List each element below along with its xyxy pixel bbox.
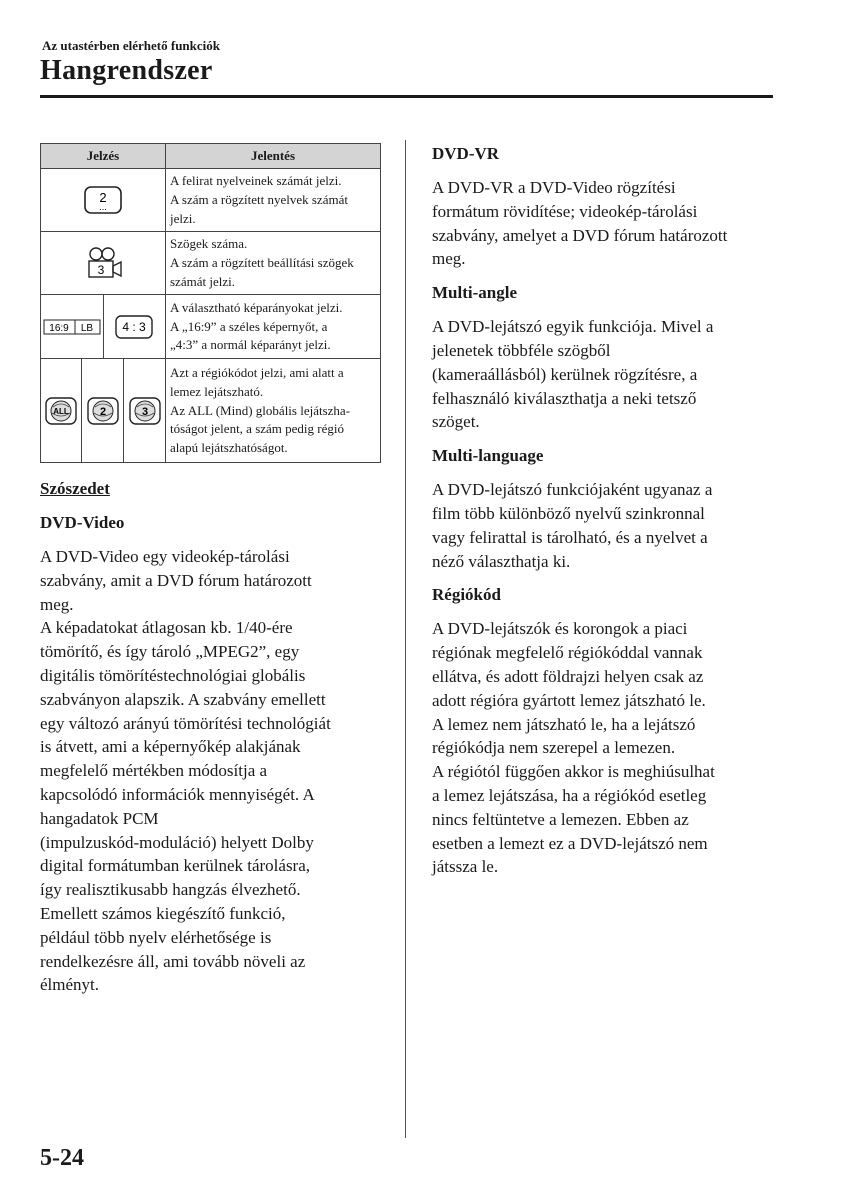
table-row xyxy=(41,232,381,295)
camera-angle-icon xyxy=(81,245,125,281)
text-line: A régiótól függően akkor is meghiúsulhat xyxy=(432,762,715,782)
desc-line: lemez lejátszható. xyxy=(170,383,264,399)
standard-ratio-icon xyxy=(115,315,153,339)
symbol-table xyxy=(40,143,381,463)
text-line: meg. xyxy=(432,249,466,269)
multi-angle-heading: Multi-angle xyxy=(432,283,517,303)
text-line: A DVD-lejátszó funkciójaként ugyanaz a xyxy=(432,480,713,500)
title-rule xyxy=(40,95,773,98)
table-header-meaning: Jelentés xyxy=(166,144,381,169)
text-line: rendelkezésre áll, ami tovább növeli az xyxy=(40,951,306,971)
text-line: esetben a lemezt ez a DVD-lejátszó nem xyxy=(432,833,708,853)
table-row xyxy=(41,359,381,463)
text-line: Emellett számos kiegészítő funkció, xyxy=(40,903,286,923)
standard-ratio-label: 4 : 3 xyxy=(122,319,146,334)
text-line: szabvány, amit a DVD fórum határozott xyxy=(40,570,312,590)
meaning-cell xyxy=(166,359,381,463)
desc-line: A felirat nyelveinek számát jelzi. xyxy=(170,173,342,189)
glossary-heading: Szószedet xyxy=(40,479,110,498)
table-row xyxy=(41,295,381,359)
right-column xyxy=(432,142,777,879)
text-line: digitális tömörítéstechnológiai globális xyxy=(40,665,306,685)
text-line: szabványon alapszik. A szabvány emellett xyxy=(40,689,326,709)
table-header-row xyxy=(41,144,381,169)
dvd-video-paragraph-1 xyxy=(40,545,380,616)
text-line: meg. xyxy=(40,594,74,614)
region-all-label: ALL xyxy=(53,406,69,416)
desc-line: A „16:9” a széles képernyőt, a xyxy=(170,318,328,334)
region-2-icon xyxy=(87,397,119,425)
subtitle-count-icon xyxy=(83,185,123,215)
text-line: régiókódja nem szerepel a lemezen. xyxy=(432,738,676,758)
multi-language-heading: Multi-language xyxy=(432,446,544,466)
text-line: formátum rövidítése; videokép-tárolási xyxy=(432,201,698,221)
meaning-cell xyxy=(166,295,381,359)
desc-line: tóságot jelent, a szám pedig régió xyxy=(170,421,345,437)
text-line: hangadatok PCM xyxy=(40,808,159,828)
text-line: A képadatokat átlagosan kb. 1/40-ére xyxy=(40,618,293,638)
region-all-icon xyxy=(45,397,77,425)
text-line: digital formátumban kerülnek tárolásra, xyxy=(40,856,311,876)
text-line: (impulzuskód-moduláció) helyett Dolby xyxy=(40,832,314,852)
text-line: jelenetek többféle szögből xyxy=(432,340,611,360)
text-line: nincs feltüntetve a lemezen. Ebben az xyxy=(432,809,689,829)
multi-angle-paragraph xyxy=(432,315,777,434)
widescreen-icon xyxy=(43,318,101,336)
text-line: A DVD-lejátszók és korongok a piaci xyxy=(432,619,688,639)
text-line: A lemez nem játszható le, ha a lejátszó xyxy=(432,714,696,734)
standard-ratio-cell xyxy=(104,295,164,358)
region-code-paragraph-1 xyxy=(432,617,777,760)
text-line: tömörítő, és így tároló „MPEG2”, egy xyxy=(40,642,300,662)
text-line: felhasználó kiválaszthatja a neki tetsző xyxy=(432,388,697,408)
region-3-icon xyxy=(129,397,161,425)
subtitle-count-number: 2 xyxy=(99,190,107,205)
dvd-vr-paragraph xyxy=(432,176,777,271)
table-row xyxy=(41,169,381,232)
text-line: vagy felirattal is tárolható, és a nyelvet a xyxy=(432,527,708,547)
desc-line: Szögek száma. xyxy=(170,236,248,252)
region-2-label: 2 xyxy=(99,405,106,418)
symbol-cell xyxy=(41,169,166,232)
page-number: 5-24 xyxy=(40,1145,84,1171)
left-column xyxy=(40,477,380,997)
widescreen-cell xyxy=(41,295,104,358)
text-line: (kameraállásból) kerülnek rögzítésre, a xyxy=(432,364,698,384)
multi-language-paragraph xyxy=(432,478,777,573)
svg-text:...: ... xyxy=(99,202,107,212)
region-2-cell xyxy=(82,359,124,462)
desc-line: alapú lejátszhatóságot. xyxy=(170,440,288,456)
column-divider xyxy=(405,140,406,1138)
desc-line: számát jelzi. xyxy=(170,273,235,289)
text-line: így realisztikusabb hangzás élvezhető. xyxy=(40,880,301,900)
text-line: régiónak megfelelő régiókóddal vannak xyxy=(432,643,703,663)
region-code-paragraph-2 xyxy=(432,760,777,879)
text-line: adott régióra gyártott lemez játszható le. xyxy=(432,690,706,710)
symbol-cell xyxy=(41,359,166,463)
text-line: szabvány, amelyet a DVD fórum határozott xyxy=(432,225,728,245)
section-label: Az utastérben elérhető funkciók xyxy=(42,38,221,53)
desc-line: Az ALL (Mind) globális lejátszha- xyxy=(170,402,351,418)
region-3-cell xyxy=(124,359,165,462)
text-line: A DVD-Video egy videokép-tárolási xyxy=(40,547,290,566)
meaning-cell xyxy=(166,232,381,295)
text-line: A DVD-lejátszó egyik funkciója. Mivel a xyxy=(432,317,714,337)
symbol-cell xyxy=(41,232,166,295)
dvd-video-paragraph-2 xyxy=(40,616,380,997)
text-line: a lemez lejátszása, ha a régiókód esetleg xyxy=(432,785,707,805)
region-all-cell xyxy=(41,359,82,462)
text-line: A DVD-VR a DVD-Video rögzítési xyxy=(432,178,676,197)
symbol-cell xyxy=(41,295,166,359)
text-line: film több különböző nyelvű szinkronnal xyxy=(432,503,705,523)
text-line: egy változó arányú tömörítési technológiát xyxy=(40,713,331,733)
meaning-cell xyxy=(166,169,381,232)
text-line: is átvett, ami a képernyőkép alakjának xyxy=(40,737,301,757)
text-line: néző választhatja ki. xyxy=(432,551,571,571)
desc-line: A szám a rögzített nyelvek számát xyxy=(170,192,348,208)
dvd-vr-heading: DVD-VR xyxy=(432,144,500,163)
text-line: például több nyelv elérhetősége is xyxy=(40,927,272,947)
desc-line: A szám a rögzített beállítási szögek xyxy=(170,255,354,271)
text-line: élményt. xyxy=(40,975,100,995)
text-line: kapcsolódó információk mennyiségét. A xyxy=(40,784,315,804)
desc-line: jelzi. xyxy=(170,210,196,226)
dvd-video-heading: DVD-Video xyxy=(40,513,125,532)
text-line: ellátva, és adott földrajzi helyen csak az xyxy=(432,666,704,686)
desc-line: A választható képarányokat jelzi. xyxy=(170,299,343,315)
region-code-heading: Régiókód xyxy=(432,585,501,605)
text-line: szöget. xyxy=(432,412,480,432)
page-title: Hangrendszer xyxy=(40,55,213,86)
table-header-symbol: Jelzés xyxy=(41,144,166,169)
region-3-label: 3 xyxy=(141,405,148,418)
widescreen-label: 16:9 xyxy=(49,322,69,334)
text-line: játssza le. xyxy=(432,857,499,877)
letterbox-label: LB xyxy=(80,322,94,334)
text-line: megfelelő mértékben módosítja a xyxy=(40,761,268,781)
camera-angle-number: 3 xyxy=(97,263,105,277)
desc-line: „4:3” a normál képarányt jelzi. xyxy=(170,337,331,353)
desc-line: Azt a régiókódot jelzi, ami alatt a xyxy=(170,364,344,380)
